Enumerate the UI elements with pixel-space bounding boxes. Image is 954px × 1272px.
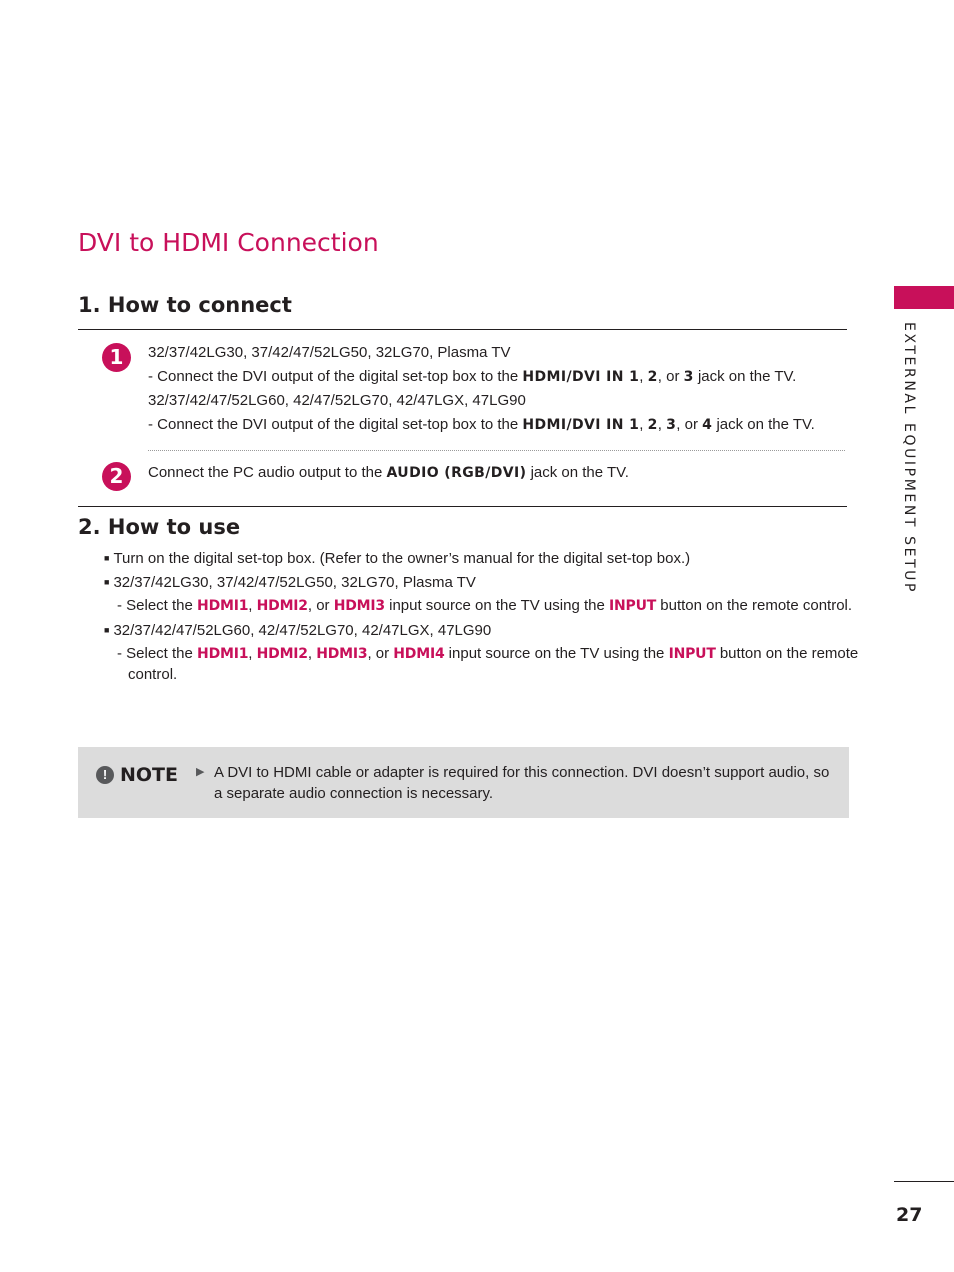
step-1-model-line-b: 32/37/42/47/52LG60, 42/47/52LG70, 42/47LGX, 47LG90: [148, 392, 526, 409]
instruction-text: - Select the: [117, 597, 198, 614]
step-divider-dotted: [148, 450, 845, 451]
instruction-text: - Connect the DVI output of the digital set-top box to the: [148, 368, 523, 385]
use-select-instruction-b: [117, 645, 858, 663]
step-1-instruction-b: [148, 416, 815, 434]
separator: , or: [657, 368, 684, 385]
jack-2-label: 2: [647, 417, 658, 433]
jack-3-label: 3: [666, 417, 677, 433]
how-to-use-heading: 2. How to use: [78, 515, 241, 539]
step-1-model-line-a: 32/37/42LG30, 37/42/47/52LG50, 32LG70, Plasma TV: [148, 344, 511, 361]
hdmi2-label: HDMI2: [256, 646, 308, 662]
bullet-text: Turn on the digital set-top box. (Refer to the owner’s manual for the digital set-top box.): [113, 550, 691, 567]
note-text: A DVI to HDMI cable or adapter is required for this connection. DVI doesn’t support audio, so a separate audio connection is necessary.: [214, 764, 830, 802]
use-select-instruction-a: [117, 597, 852, 615]
section-tab-label: EXTERNAL EQUIPMENT SETUP: [901, 322, 917, 595]
separator: ,: [639, 416, 648, 433]
hdmi2-label: HDMI2: [256, 598, 308, 614]
jack-3-label: 3: [683, 369, 694, 385]
instruction-text: input source on the TV using the: [384, 597, 609, 614]
use-select-instruction-b-continued: control.: [128, 666, 178, 683]
bullet-icon: ■: [104, 553, 110, 563]
footer-rule: [894, 1181, 954, 1182]
section-divider: [78, 329, 847, 330]
step-1-instruction-a: [148, 368, 796, 386]
jack-4-label: 4: [702, 417, 713, 433]
triangle-right-icon: ▶: [196, 766, 205, 778]
hdmi3-label: HDMI3: [316, 646, 368, 662]
instruction-text: - Connect the DVI output of the digital set-top box to the: [148, 416, 523, 433]
step-1-badge: 1: [102, 343, 131, 372]
how-to-connect-heading: 1. How to connect: [78, 293, 292, 317]
instruction-text: jack on the TV.: [712, 416, 815, 433]
use-bullet-2: [104, 573, 476, 592]
input-button-label: INPUT: [608, 598, 657, 614]
note-label: NOTE: [120, 764, 178, 786]
separator: ,: [248, 645, 257, 662]
separator: , or: [676, 416, 703, 433]
separator: ,: [307, 645, 317, 662]
hdmi4-label: HDMI4: [393, 646, 445, 662]
hdmi-dvi-in-jack-label: HDMI/DVI IN 1: [522, 369, 640, 385]
instruction-text: Connect the PC audio output to the: [148, 464, 387, 481]
instruction-text: jack on the TV.: [693, 368, 797, 385]
separator: , or: [307, 597, 334, 614]
bullet-icon: ■: [104, 577, 110, 587]
section-divider: [78, 506, 847, 507]
instruction-text: jack on the TV.: [526, 464, 629, 481]
separator: ,: [639, 368, 648, 385]
instruction-text: button on the remote control.: [656, 597, 853, 614]
instruction-text: button on the remote: [715, 645, 859, 662]
separator: ,: [657, 416, 667, 433]
separator: ,: [248, 597, 257, 614]
exclamation-icon: !: [96, 766, 114, 784]
hdmi3-label: HDMI3: [333, 598, 385, 614]
audio-rgb-dvi-jack-label: AUDIO (RGB/DVI): [386, 465, 527, 481]
use-bullet-3: [104, 621, 491, 640]
bullet-text: 32/37/42LG30, 37/42/47/52LG50, 32LG70, Plasma TV: [113, 574, 476, 591]
page-number: 27: [896, 1204, 923, 1226]
instruction-text: - Select the: [117, 645, 198, 662]
input-button-label: INPUT: [668, 646, 716, 662]
hdmi1-label: HDMI1: [197, 598, 249, 614]
step-2-instruction: [148, 464, 629, 482]
hdmi1-label: HDMI1: [197, 646, 249, 662]
separator: , or: [367, 645, 394, 662]
page-title: DVI to HDMI Connection: [78, 228, 379, 257]
hdmi-dvi-in-jack-label: HDMI/DVI IN 1: [522, 417, 640, 433]
bullet-text: 32/37/42/47/52LG60, 42/47/52LG70, 42/47LGX, 47LG90: [113, 622, 492, 639]
instruction-text: input source on the TV using the: [444, 645, 669, 662]
jack-2-label: 2: [647, 369, 658, 385]
use-bullet-1: [104, 549, 690, 568]
step-2-badge: 2: [102, 462, 131, 491]
bullet-icon: ■: [104, 625, 110, 635]
section-tab-marker: [894, 286, 954, 309]
